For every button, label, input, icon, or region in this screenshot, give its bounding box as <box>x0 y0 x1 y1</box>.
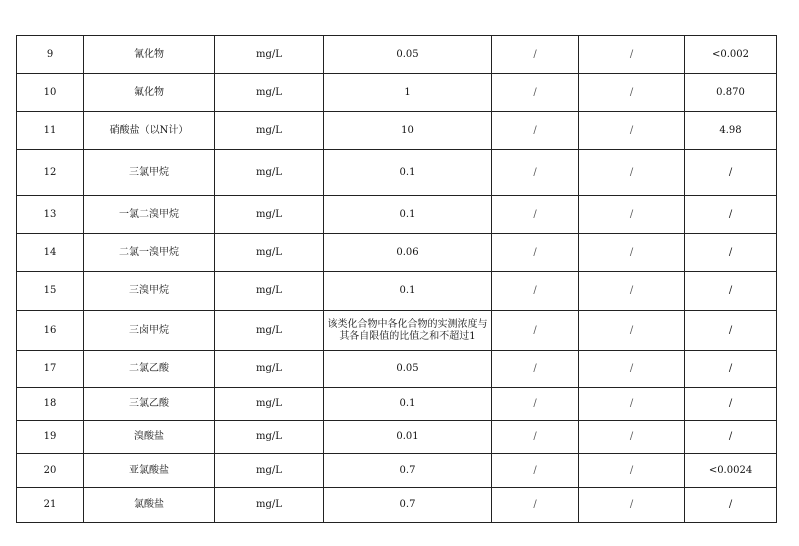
empty-slash-cell: / <box>579 421 685 454</box>
item-name: 氯酸盐 <box>84 488 215 523</box>
result-value: / <box>685 311 777 351</box>
table-row <box>17 488 777 523</box>
result-value: / <box>685 272 777 311</box>
row-number: 16 <box>17 311 84 351</box>
result-value: / <box>685 488 777 523</box>
table-body <box>17 36 777 523</box>
result-value: <0.0024 <box>685 454 777 488</box>
unit-cell: mg/L <box>215 488 324 523</box>
item-name: 二氯一溴甲烷 <box>84 234 215 272</box>
empty-slash-cell: / <box>492 388 579 421</box>
table-row <box>17 421 777 454</box>
empty-slash-cell: / <box>492 351 579 388</box>
result-value: <0.002 <box>685 36 777 74</box>
row-number: 14 <box>17 234 84 272</box>
limit-value: 0.06 <box>324 234 492 272</box>
row-number: 12 <box>17 150 84 196</box>
unit-cell: mg/L <box>215 36 324 74</box>
empty-slash-cell: / <box>579 74 685 112</box>
unit-cell: mg/L <box>215 74 324 112</box>
table-row <box>17 150 777 196</box>
empty-slash-cell: / <box>492 196 579 234</box>
table-row <box>17 388 777 421</box>
empty-slash-cell: / <box>579 196 685 234</box>
unit-cell: mg/L <box>215 196 324 234</box>
unit-cell: mg/L <box>215 351 324 388</box>
limit-value: 1 <box>324 74 492 112</box>
empty-slash-cell: / <box>492 311 579 351</box>
empty-slash-cell: / <box>492 272 579 311</box>
empty-slash-cell: / <box>579 388 685 421</box>
result-value: 4.98 <box>685 112 777 150</box>
table-row <box>17 112 777 150</box>
unit-cell: mg/L <box>215 388 324 421</box>
empty-slash-cell: / <box>579 454 685 488</box>
table-row <box>17 351 777 388</box>
limit-value: 0.05 <box>324 351 492 388</box>
table-row <box>17 234 777 272</box>
unit-cell: mg/L <box>215 234 324 272</box>
row-number: 10 <box>17 74 84 112</box>
limit-value: 0.01 <box>324 421 492 454</box>
unit-cell: mg/L <box>215 112 324 150</box>
row-number: 13 <box>17 196 84 234</box>
item-name: 亚氯酸盐 <box>84 454 215 488</box>
table-row <box>17 196 777 234</box>
limit-value: 0.7 <box>324 488 492 523</box>
limit-value: 该类化合物中各化合物的实测浓度与其各自限值的比值之和不超过1 <box>324 311 492 351</box>
result-value: / <box>685 351 777 388</box>
result-value: / <box>685 388 777 421</box>
item-name: 三卤甲烷 <box>84 311 215 351</box>
water-quality-table <box>16 35 777 523</box>
empty-slash-cell: / <box>492 421 579 454</box>
empty-slash-cell: / <box>579 488 685 523</box>
row-number: 11 <box>17 112 84 150</box>
item-name: 溴酸盐 <box>84 421 215 454</box>
limit-value: 0.1 <box>324 150 492 196</box>
limit-value: 10 <box>324 112 492 150</box>
result-value: / <box>685 150 777 196</box>
row-number: 15 <box>17 272 84 311</box>
item-name: 三氯甲烷 <box>84 150 215 196</box>
unit-cell: mg/L <box>215 272 324 311</box>
table-row <box>17 74 777 112</box>
limit-value: 0.1 <box>324 196 492 234</box>
row-number: 18 <box>17 388 84 421</box>
item-name: 三溴甲烷 <box>84 272 215 311</box>
unit-cell: mg/L <box>215 311 324 351</box>
result-value: / <box>685 421 777 454</box>
empty-slash-cell: / <box>492 234 579 272</box>
empty-slash-cell: / <box>492 36 579 74</box>
result-value: / <box>685 196 777 234</box>
limit-value: 0.1 <box>324 388 492 421</box>
table-row <box>17 36 777 74</box>
limit-value: 0.7 <box>324 454 492 488</box>
empty-slash-cell: / <box>579 351 685 388</box>
item-name: 硝酸盐（以N计） <box>84 112 215 150</box>
unit-cell: mg/L <box>215 421 324 454</box>
empty-slash-cell: / <box>492 74 579 112</box>
empty-slash-cell: / <box>579 311 685 351</box>
row-number: 21 <box>17 488 84 523</box>
unit-cell: mg/L <box>215 454 324 488</box>
table-row <box>17 272 777 311</box>
empty-slash-cell: / <box>579 150 685 196</box>
row-number: 19 <box>17 421 84 454</box>
result-value: 0.870 <box>685 74 777 112</box>
row-number: 20 <box>17 454 84 488</box>
limit-value: 0.1 <box>324 272 492 311</box>
empty-slash-cell: / <box>492 488 579 523</box>
empty-slash-cell: / <box>492 454 579 488</box>
item-name: 氰化物 <box>84 36 215 74</box>
limit-value: 0.05 <box>324 36 492 74</box>
empty-slash-cell: / <box>579 272 685 311</box>
empty-slash-cell: / <box>492 112 579 150</box>
empty-slash-cell: / <box>579 234 685 272</box>
item-name: 氟化物 <box>84 74 215 112</box>
item-name: 二氯乙酸 <box>84 351 215 388</box>
table-row <box>17 311 777 351</box>
item-name: 一氯二溴甲烷 <box>84 196 215 234</box>
row-number: 9 <box>17 36 84 74</box>
unit-cell: mg/L <box>215 150 324 196</box>
empty-slash-cell: / <box>579 112 685 150</box>
item-name: 三氯乙酸 <box>84 388 215 421</box>
table-row <box>17 454 777 488</box>
empty-slash-cell: / <box>492 150 579 196</box>
empty-slash-cell: / <box>579 36 685 74</box>
row-number: 17 <box>17 351 84 388</box>
result-value: / <box>685 234 777 272</box>
